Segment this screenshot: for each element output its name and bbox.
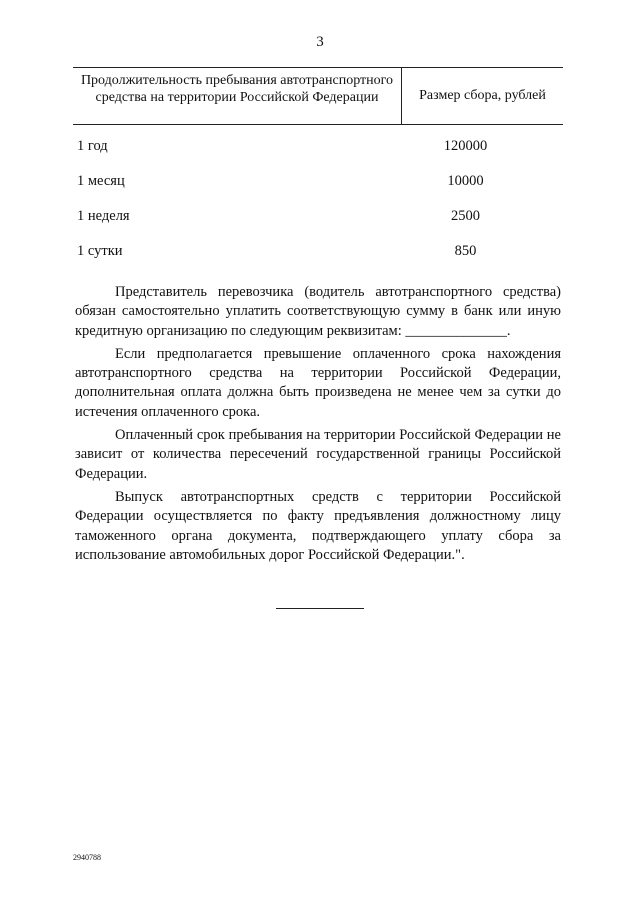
paragraph-extension: Если предполагается превышение оплаченного срока нахождения автотранспортного средства на территории Российской Федерации, дополнительная оплата должна быть произведена не менее чем за сутки до истечения оплаченного срока. xyxy=(75,345,561,420)
fee-cell: 2500 xyxy=(451,208,480,224)
fee-table-body xyxy=(73,138,563,278)
fee-table-header xyxy=(73,67,563,125)
header-duration: Продолжительность пребывания автотранспортного средства на территории Российской Федерации xyxy=(73,68,402,124)
paragraph-payment: Представитель перевозчика (водитель автотранспортного средства) обязан самостоятельно уплатить соответствующую сумму в банк или иную кредитную организацию по следующим реквизитам: ______________. xyxy=(75,284,561,339)
duration-cell: 1 месяц xyxy=(77,173,125,189)
table-row xyxy=(73,208,563,243)
fee-cell: 120000 xyxy=(443,138,488,154)
separator-line xyxy=(276,608,364,609)
page-number: 3 xyxy=(316,34,324,50)
table-row xyxy=(73,173,563,208)
duration-cell: 1 неделя xyxy=(77,208,130,224)
body-text xyxy=(75,283,561,569)
table-row xyxy=(73,138,563,173)
header-fee: Размер сбора, рублей xyxy=(419,88,546,103)
fee-cell: 850 xyxy=(454,243,477,259)
duration-cell: 1 год xyxy=(77,138,108,154)
fee-cell: 10000 xyxy=(447,173,484,189)
document-code: 2940788 xyxy=(73,853,101,862)
duration-cell: 1 сутки xyxy=(77,243,123,259)
paragraph-border-crossing: Оплаченный срок пребывания на территории Российской Федерации не зависит от количества пересечений государственной границы Российской Федерации. xyxy=(75,427,561,482)
paragraph-release: Выпуск автотранспортных средств с территории Российской Федерации осуществляется по факту предъявления должностному лицу таможенного органа документа, подтверждающего уплату сбора за использование автомобильных дорог Российской Федерации.". xyxy=(75,488,561,563)
table-row xyxy=(73,243,563,278)
